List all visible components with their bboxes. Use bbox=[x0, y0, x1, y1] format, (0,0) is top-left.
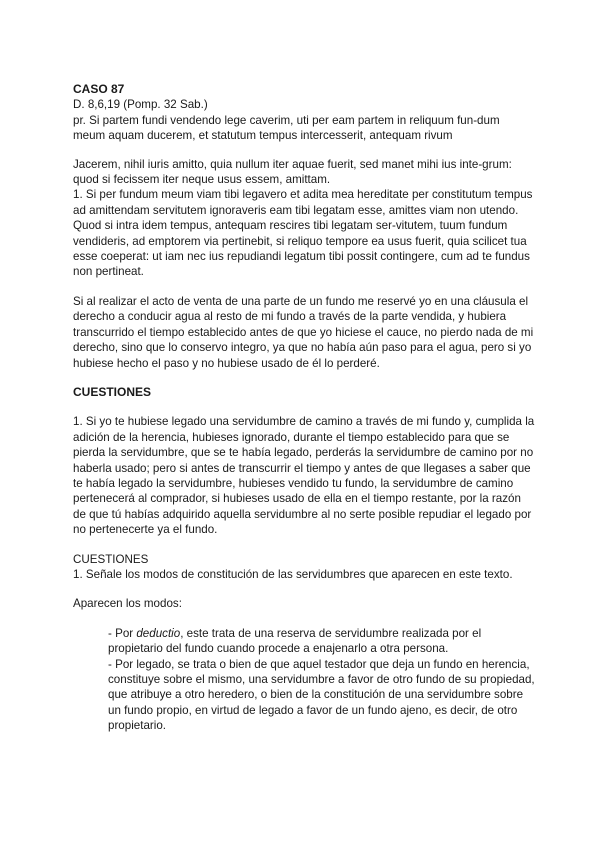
mode-prefix: - Por bbox=[108, 626, 137, 640]
latin-text-jacerem: Jacerem, nihil iuris amitto, quia nullum iter aquae fuerit, sed manet mihi ius inte-grum: quod si fecissem iter neque usus essem, amittam. bbox=[73, 157, 512, 187]
case-title: CASO 87 bbox=[73, 82, 125, 96]
section-heading-cuestiones: CUESTIONES bbox=[73, 384, 152, 399]
spanish-translation-1: 1. Si yo te hubiese legado una servidumbre de camino a través de mi fundo y, cumplida la adición de la herencia, hubieses ignorado, durante el tiempo establecido para que se pierda la servidumbre, que se te había legado, perderás la servidumbre de camino por no haberla usado; pero si antes de transcurrir el tiempo y antes de que llegases a saber que te había legado la servidumbre, hubieses vendido tu fundo, la servidumbre de camino pertenecerá al comprador, si hubieses usado de ella en el tiempo restante, por la razón de que tú habías adquirido aquella servidumbre al no serte posible repudiar el legado por no pertenecerte ya el fundo. bbox=[73, 415, 535, 537]
mode-prefix: - Por legado, se trata o bien de que aquel testador que deja un fundo en herencia, constituye sobre el mismo, una servidumbre a favor de otro fundo de su propiedad, que atribuye a otro heredero, o bien de la constitución de una servidumbre sobre un fundo propio, en virtud de legado a favor de un fundo ajeno, es decir, de otro propietario. bbox=[108, 657, 535, 733]
mode-term: deductio bbox=[136, 626, 181, 640]
latin-text-pr: pr. Si partem fundi vendendo lege caverim, uti per eam partem in reliquum fun-dum meum aquam ducerem, et statutum tempus intercesserit, antequam rivum bbox=[73, 113, 500, 143]
modes-list bbox=[108, 626, 535, 734]
mode-item-deductio bbox=[108, 626, 535, 657]
latin-text-1: 1. Si per fundum meum viam tibi legavero et adita mea hereditate per constitutum tempus ad amittendam servitutem ignoraveris eam tibi legatam esse, amittes viam non utendo. Quod si intra idem tempus, antequam rescires tibi legatam ser-vitutem, tuum fundum vendideris, ad emptorem via pertinebit, si reliquo tempore ea usus fuerit, quia scilicet tua esse coeperat: ut iam nec ius repudiandi legatum tibi possit contingere, cum ad te fundus non pertineat. bbox=[73, 188, 533, 279]
mode-item-legado bbox=[108, 657, 535, 734]
cuestiones-label: CUESTIONES bbox=[73, 552, 149, 566]
question-1: 1. Señale los modos de constitución de las servidumbres que aparecen en este texto. bbox=[73, 567, 513, 581]
mode-text: , este trata de una reserva de servidumbre realizada por el propietario del fundo cuando procede a enajenarlo a otra persona. bbox=[108, 626, 482, 656]
spanish-translation-pr: Si al realizar el acto de venta de una parte de un fundo me reservé yo en una cláusula el derecho a conducir agua al resto de mi fundo a través de la parte vendida, y hubiera transcurrido el tiempo establecido antes de que yo hiciese el cauce, no pierdo nada de mi derecho, sino que lo conservo integro, ya que no había aún paso para el agua, pero si yo hubiese hecho el paso y no hubiese usado de él lo perderé. bbox=[73, 294, 534, 370]
document-page bbox=[73, 82, 535, 734]
answer-intro: Aparecen los modos: bbox=[73, 597, 182, 611]
source-reference: D. 8,6,19 (Pomp. 32 Sab.) bbox=[73, 98, 208, 112]
